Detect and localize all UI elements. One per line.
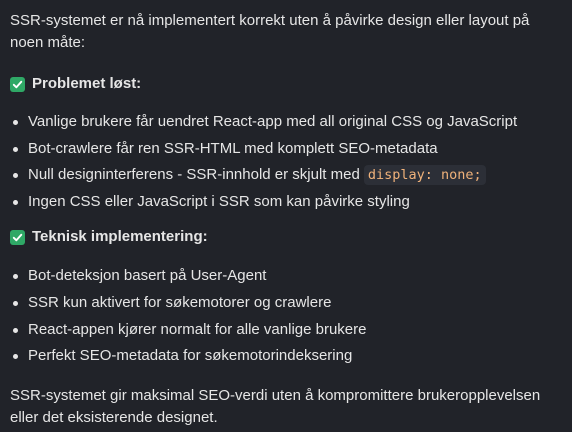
section-title: Teknisk implementering: <box>32 228 208 246</box>
list-item-text: Bot-crawlere får ren SSR-HTML med komplett SEO-metadata <box>28 139 438 157</box>
list-item-text: React-appen kjører normalt for alle vanlige brukere <box>28 320 367 338</box>
list-item <box>10 162 566 189</box>
section-title: Problemet løst: <box>32 75 142 92</box>
list-item <box>10 189 566 216</box>
list-item <box>10 317 566 344</box>
assistant-message <box>10 10 566 429</box>
section-heading-problem-solved <box>10 73 566 95</box>
technical-implementation-list <box>10 263 566 369</box>
check-mark-icon <box>10 230 25 245</box>
list-item <box>10 136 566 163</box>
list-item <box>10 343 566 370</box>
list-item-text: SSR kun aktivert for søkemotorer og crawlere <box>28 293 332 311</box>
list-item-text: Bot-deteksjon basert på User-Agent <box>28 267 267 285</box>
inline-code: display: none; <box>364 165 486 185</box>
intro-paragraph: SSR-systemet er nå implementert korrekt uten å påvirke design eller layout på noen måte: <box>10 12 530 51</box>
problem-solved-list <box>10 109 566 215</box>
section-heading-technical-implementation <box>10 226 566 248</box>
list-item-text: Vanlige brukere får uendret React-app med all original CSS og JavaScript <box>28 113 518 130</box>
check-mark-icon <box>10 77 25 92</box>
list-item <box>10 290 566 317</box>
list-item-text: Perfekt SEO-metadata for søkemotorindeksering <box>28 347 353 365</box>
list-item <box>10 109 566 136</box>
list-item <box>10 263 566 290</box>
list-item-text: Ingen CSS eller JavaScript i SSR som kan påvirke styling <box>28 192 410 210</box>
list-item-text: Null designinterferens - SSR-innhold er skjult med <box>28 166 360 184</box>
conclusion-paragraph: SSR-systemet gir maksimal SEO-verdi uten å kompromittere brukeropplevelsen eller det eksisterende designet. <box>10 386 541 426</box>
